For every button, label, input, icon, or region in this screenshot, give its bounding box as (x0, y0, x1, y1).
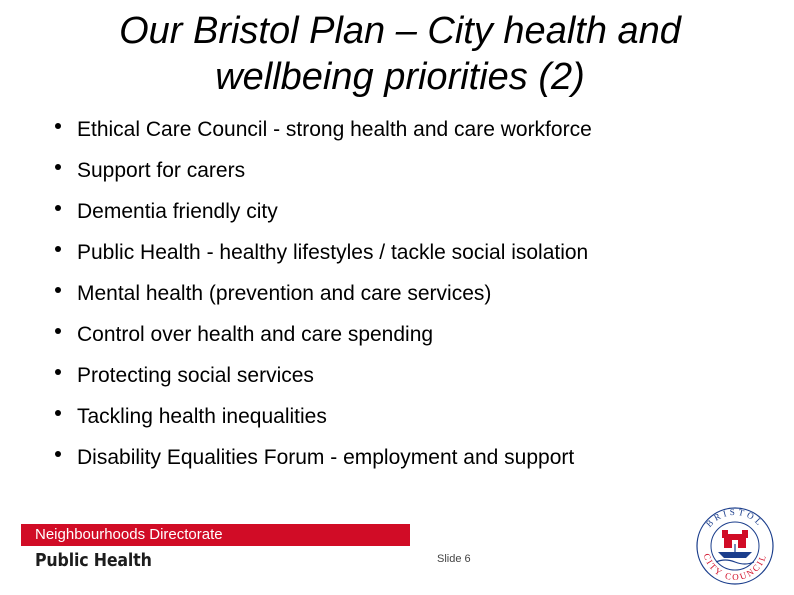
bullet-dot-icon (55, 246, 61, 252)
logo-top-text: BRISTOL (703, 506, 767, 529)
directorate-label: Neighbourhoods Directorate (35, 526, 223, 543)
bullet-dot-icon (55, 205, 61, 211)
list-item-text: Tackling health inequalities (77, 405, 327, 428)
department-label: Public Health (35, 550, 152, 571)
list-item-text: Protecting social services (77, 364, 314, 387)
bullet-dot-icon (55, 369, 61, 375)
bristol-city-council-logo-icon (694, 500, 776, 588)
svg-text:BRISTOL (704, 507, 766, 529)
bullet-dot-icon (55, 451, 61, 457)
bullet-dot-icon (55, 287, 61, 293)
list-item-text: Disability Equalities Forum - employment and support (77, 446, 575, 469)
logo-bottom-text: CITY COUNCIL (701, 552, 769, 583)
bullet-dot-icon (55, 123, 61, 129)
bullet-dot-icon (55, 164, 61, 170)
list-item-text: Support for carers (77, 159, 246, 182)
title-line-1: Our Bristol Plan – City health and (119, 10, 681, 52)
list-item-text: Control over health and care spending (77, 323, 434, 346)
slide-title (40, 8, 760, 100)
list-item-text: Public Health - healthy lifestyles / tackle social isolation (77, 241, 589, 264)
slide-number: Slide 6 (437, 553, 471, 565)
title-line-2: wellbeing priorities (2) (215, 56, 585, 98)
list-item-text: Ethical Care Council - strong health and care workforce (77, 118, 592, 141)
list-item-text: Dementia friendly city (77, 200, 278, 223)
list-item-text: Mental health (prevention and care services) (77, 282, 492, 305)
bullet-dot-icon (55, 410, 61, 416)
bullet-dot-icon (55, 328, 61, 334)
